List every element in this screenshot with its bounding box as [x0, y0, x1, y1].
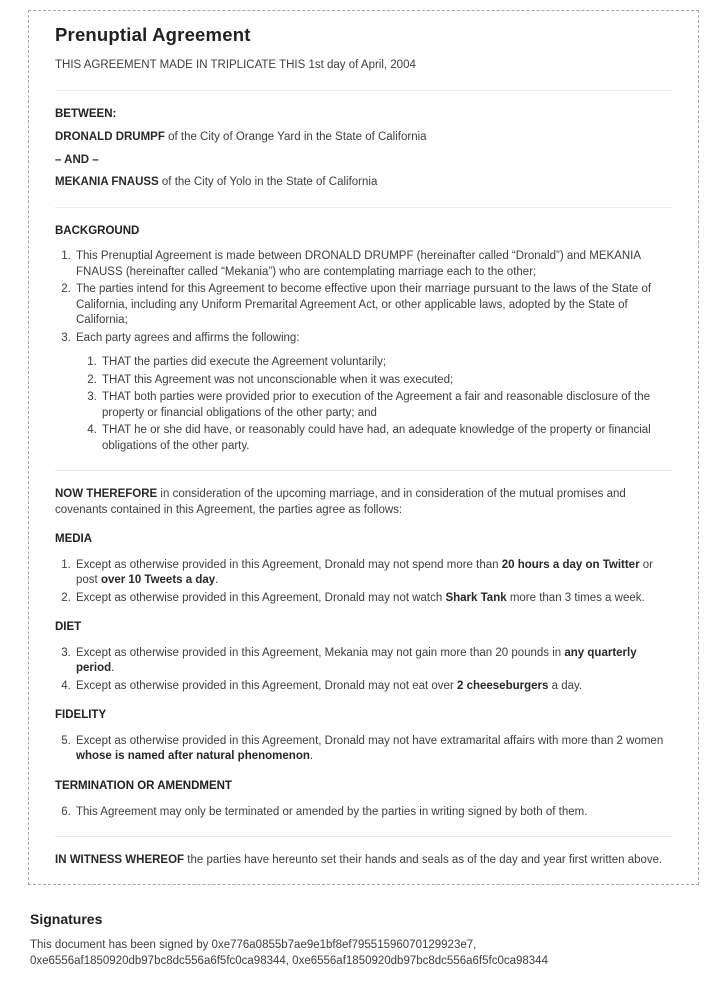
list-item: 1. This Prenuptial Agreement is made between DRONALD DRUMPF (hereinafter called “Dronald”) and MEKANIA FNAUSS (hereinafter called “Mekania”) who are contemplating marriage each to the other; — [74, 249, 672, 280]
section-heading-termination: TERMINATION OR AMENDMENT — [55, 779, 232, 792]
party2-line — [55, 175, 672, 191]
divider — [55, 207, 672, 208]
list-item: 1. Except as otherwise provided in this Agreement, Dronald may not spend more than 20 hours a day on Twitter or post over 10 Tweets a day. — [74, 558, 672, 589]
list-item: 2. The parties intend for this Agreement to become effective upon their marriage pursuant to the laws of the State of California, including any Uniform Premarital Agreement Act, or other applicable laws, adopted by the State of California; — [74, 282, 672, 329]
now-therefore-paragraph: NOW THEREFORE in consideration of the upcoming marriage, and in consideration of the mutual promises and covenants contained in this Agreement, the parties agree as follows: — [55, 488, 626, 516]
list-item: 6. This Agreement may only be terminated or amended by the parties in writing signed by both of them. — [74, 805, 672, 821]
party1-line — [55, 130, 672, 146]
party2-description: of the City of Yolo in the State of California — [158, 176, 378, 189]
divider — [55, 470, 672, 471]
party1-description: of the City of Orange Yard in the State of California — [164, 131, 427, 144]
termination-list — [55, 805, 672, 821]
section-heading-media: MEDIA — [55, 533, 93, 546]
list-item: 3. THAT both parties were provided prior to execution of the Agreement a fair and reasonable disclosure of the property or financial obligations of the other party; and — [100, 390, 672, 421]
background-list — [55, 249, 672, 454]
section-heading-fidelity: FIDELITY — [55, 709, 107, 722]
list-item: 4. THAT he or she did have, or reasonably could have had, an adequate knowledge of the property or financial obligations of the other party. — [100, 423, 672, 454]
list-item: 2. Except as otherwise provided in this Agreement, Dronald may not watch Shark Tank more than 3 times a week. — [74, 591, 672, 607]
party2-name: MEKANIA FNAUSS — [55, 176, 159, 189]
media-list — [55, 558, 672, 607]
list-item: 2. THAT this Agreement was not unconscionable when it was executed; — [100, 373, 672, 389]
document-title: Prenuptial Agreement — [55, 24, 251, 45]
section-heading-background: BACKGROUND — [55, 224, 140, 237]
list-item: 3. Except as otherwise provided in this Agreement, Mekania may not gain more than 20 pounds in any quarterly period. — [74, 646, 672, 677]
divider — [55, 90, 672, 91]
list-item: 3. Each party agrees and affirms the following: 1. THAT the parties did execute the Agreement voluntarily; 2. THAT this Agreement was not unconscionable when it was executed; 3. THAT both parties were provided prior to execution of the Agreement a fair and reasonable disclosure of the property or financial obligations of the other party; and 4. THAT he or she did have, or reasonably could have had, an adequate knowledge of the property or financial obligations of the other party. — [74, 331, 672, 455]
list-item: 1. THAT the parties did execute the Agreement voluntarily; — [100, 355, 672, 371]
document-subtitle: THIS AGREEMENT MADE IN TRIPLICATE THIS 1st day of April, 2004 — [55, 59, 416, 71]
signatures-heading: Signatures — [30, 910, 103, 927]
party1-name: DRONALD DRUMPF — [55, 131, 165, 144]
divider — [55, 836, 672, 837]
and-separator: – AND – — [55, 153, 99, 166]
diet-list — [55, 646, 672, 695]
list-item: 4. Except as otherwise provided in this Agreement, Dronald may not eat over 2 cheeseburgers a day. — [74, 679, 672, 695]
between-label: BETWEEN: — [55, 107, 117, 120]
list-item: 5. Except as otherwise provided in this Agreement, Dronald may not have extramarital affairs with more than 2 women whose is named after natural phenomenon. — [74, 734, 672, 765]
fidelity-list — [55, 734, 672, 765]
agreement-document — [28, 10, 699, 885]
affirmations-list — [76, 355, 672, 454]
witness-paragraph: IN WITNESS WHEREOF the parties have hereunto set their hands and seals as of the day and year first written above. — [55, 854, 663, 867]
signatures-text: This document has been signed by 0xe776a0855b7ae9e1bf8ef79551596070129923e7, 0xe6556af1850920db97bc8dc556a6f5fc0ca98344, 0xe6556af1850920db97bc8dc556a6f5fc0ca98344 — [30, 938, 548, 967]
section-heading-diet: DIET — [55, 621, 82, 634]
